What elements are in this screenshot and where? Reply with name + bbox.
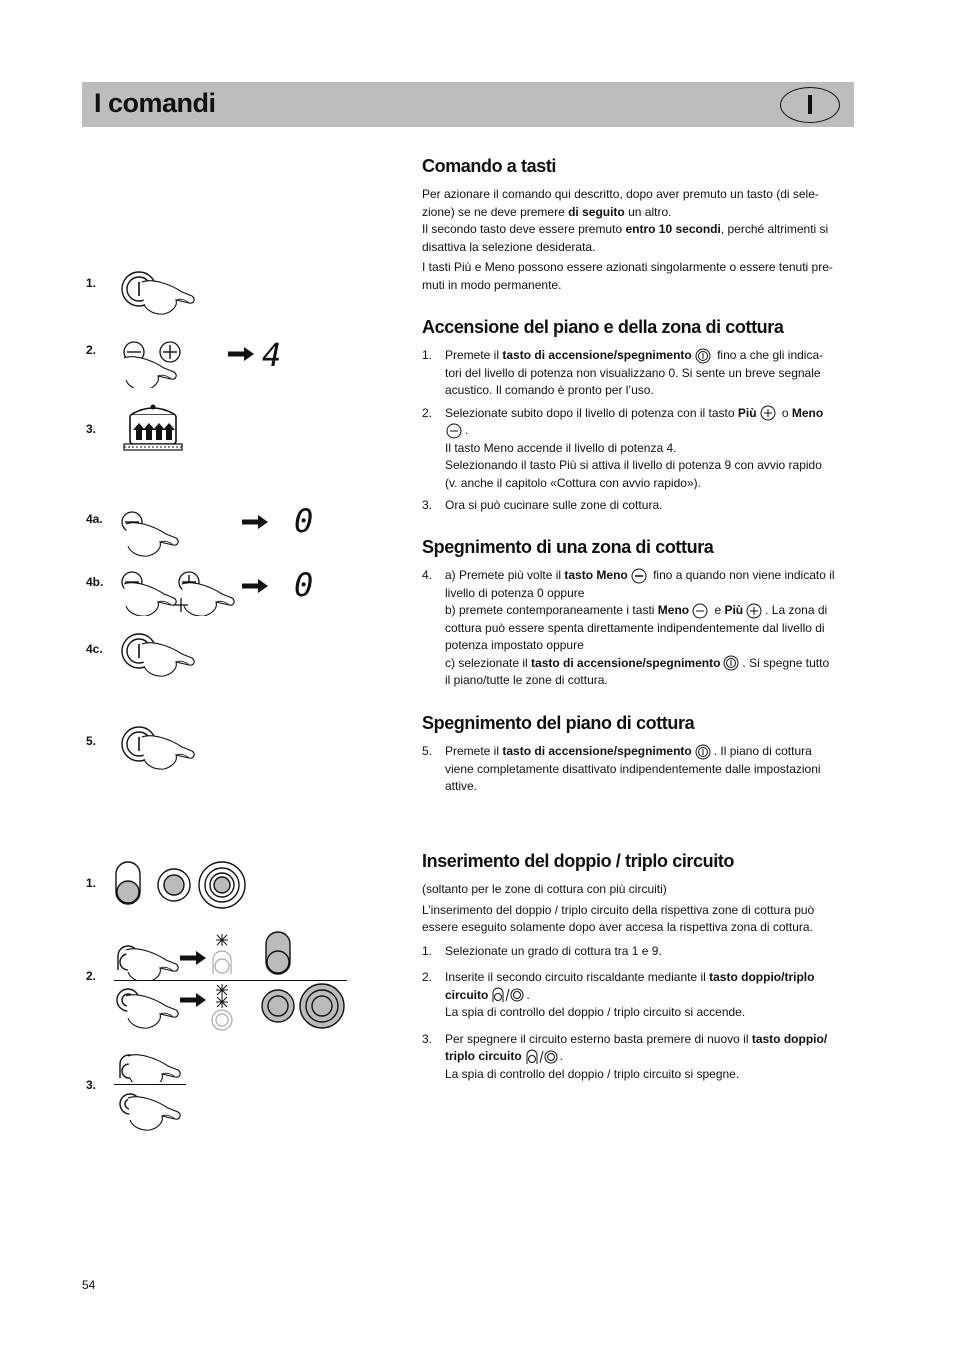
arrow-icon: [240, 576, 270, 596]
minus-press-icon: [112, 506, 192, 558]
text: fino a che gli indica-: [713, 348, 824, 362]
text: viene completamente disattivato indipendentemente dalle impostazioni: [445, 761, 821, 776]
section-title: Accensione del piano e della zona di cottura: [422, 317, 784, 337]
text: muti in modo permanente.: [422, 277, 562, 292]
text: il piano/tutte le zone di cottura.: [445, 673, 608, 687]
minus-plus-press-icon: [112, 336, 202, 388]
item-number: 1.: [422, 943, 433, 958]
bold-text: Più: [737, 405, 757, 420]
text: Inserite il secondo circuito riscaldante mediante il: [445, 970, 710, 984]
text: c) selezionate il: [445, 655, 532, 670]
bold-text: tasto doppio/triplo: [709, 970, 815, 984]
dual-triple-circuit-icon: [490, 987, 524, 1003]
text: Per spegnere il circuito esterno basta premere di nuovo il: [445, 1031, 752, 1046]
text: .: [559, 1049, 564, 1063]
text: . Si spegne tutto: [742, 655, 830, 670]
item-number: 1.: [422, 348, 433, 362]
text: .: [465, 423, 469, 437]
text: e: [711, 603, 725, 617]
page-title: I comandi: [94, 88, 216, 118]
section-title: Spegnimento di una zona di cottura: [422, 537, 714, 557]
text: tori del livello di potenza non visualizzano 0. Si sente un breve segnale: [445, 365, 821, 380]
list-item: [422, 567, 854, 690]
list-item: [422, 743, 854, 796]
step-label-4b: 4b.: [86, 575, 104, 589]
divider-line: [114, 1084, 186, 1085]
display-digit-0: 0: [294, 502, 314, 540]
arrow-icon: [240, 512, 270, 532]
section-spegnimento-piano: [422, 713, 854, 801]
onoff-icon: [694, 744, 712, 760]
onoff-icon: [722, 655, 740, 671]
text: L’inserimento del doppio / triplo circuito della rispettiva zone di cottura può: [422, 902, 815, 917]
bold-text: tasto di accensione/spegnimento: [531, 655, 721, 670]
step-label-4c: 4c.: [86, 642, 103, 656]
paragraph: (soltanto per le zone di cottura con più circuiti): [422, 882, 667, 896]
pot-cooking-icon: [120, 404, 186, 456]
text: Il tasto Meno accende il livello di potenza 4.: [445, 440, 677, 455]
dual-triple-circuit-icon: [524, 1049, 558, 1065]
onoff-icon: [694, 348, 712, 364]
steps-list: [422, 743, 854, 796]
minus-icon: [691, 603, 709, 619]
minus-and-plus-press-icon: [112, 568, 242, 616]
section-spegnimento-zona: [422, 537, 854, 695]
text: un altro.: [624, 204, 672, 219]
list-item: [422, 497, 854, 515]
steps-list: [422, 567, 854, 690]
item-number: 3.: [422, 498, 433, 512]
cooking-zone-types-icon: [112, 858, 252, 914]
list-item: [422, 405, 854, 493]
item-number: 2.: [422, 970, 433, 984]
step-label-5: 5.: [86, 734, 97, 748]
item-number: 4.: [422, 568, 433, 582]
bold-text: tasto di accensione/spegnimento: [502, 744, 692, 758]
plus-icon: [759, 405, 777, 421]
page-header: [82, 82, 854, 127]
page-number: 54: [82, 1278, 96, 1292]
text: Selezionate un grado di cottura tra 1 e 9.: [445, 943, 662, 958]
text: b) premete contemporaneamente i tasti: [445, 603, 658, 617]
text: essere eseguito solamente dopo aver accesa la rispettiva zona di cottura.: [422, 920, 813, 934]
text: Per azionare il comando qui descritto, dopo aver premuto un tasto (di sele-: [422, 187, 819, 201]
section-accensione: [422, 317, 854, 520]
text: acustico. Il comando è pronto per l’uso.: [445, 383, 654, 397]
text: Selezionate subito dopo il livello di potenza con il tasto: [445, 405, 738, 420]
step-label-2: 2.: [86, 343, 97, 357]
text: disattiva la selezione desiderata.: [422, 239, 596, 254]
text: Premete il: [445, 744, 503, 758]
triple-circuit-off-icon: [112, 1088, 192, 1134]
circuit-step-label-2: 2.: [86, 969, 97, 983]
text: La spia di controllo del doppio / triplo circuito si accende.: [445, 1005, 746, 1019]
text: attive.: [445, 779, 478, 793]
section-title: Comando a tasti: [422, 156, 557, 176]
text: livello di potenza 0 oppure: [445, 585, 585, 600]
triple-circuit-activation-icon: [112, 982, 348, 1034]
section-title: Inserimento del doppio / triplo circuito: [422, 851, 735, 871]
list-item: [422, 943, 854, 961]
steps-list: [422, 347, 854, 515]
bold-text: triplo circuito: [445, 1049, 522, 1063]
text: Il secondo tasto deve essere premuto: [422, 222, 626, 236]
text: fino a quando non viene indicato il: [649, 568, 835, 582]
bold-text: Meno: [657, 603, 690, 617]
dual-circuit-off-icon: [112, 1048, 192, 1082]
display-digit-0: 0: [294, 566, 314, 604]
text: cottura può essere spenta direttamente indipendentemente dal livello di: [445, 620, 825, 635]
display-digit-4: 4: [262, 336, 282, 374]
text: Premete il: [445, 348, 503, 362]
circuit-step-label-1: 1.: [86, 876, 97, 890]
text: .: [526, 987, 530, 1002]
bold-text: circuito: [445, 987, 489, 1002]
onoff-press-icon: [112, 625, 202, 691]
section-comando-a-tasti: [422, 156, 854, 297]
text: potenza impostato oppure: [445, 638, 584, 652]
text: Ora si può cucinare sulle zone di cottura.: [445, 498, 663, 512]
step-label-3: 3.: [86, 422, 97, 436]
divider-line: [114, 980, 347, 981]
paragraph: [422, 902, 854, 937]
circuit-step-label-3: 3.: [86, 1078, 97, 1092]
text: Selezionando il tasto Più si attiva il livello di potenza 9 con avvio rapido: [445, 458, 822, 472]
language-badge: I: [780, 87, 840, 123]
bold-text: di seguito: [568, 204, 625, 219]
section-title: Spegnimento del piano di cottura: [422, 713, 695, 733]
paragraph: [422, 259, 854, 294]
bold-text: Meno: [791, 405, 824, 420]
minus-icon: [445, 423, 463, 439]
bold-text: tasto Meno: [564, 568, 628, 582]
text: o: [778, 405, 792, 420]
bold-text: tasto doppio/: [751, 1031, 828, 1046]
bold-text: Più: [724, 603, 744, 617]
text: . La zona di: [765, 603, 828, 617]
list-item: [422, 347, 854, 400]
onoff-press-icon: [112, 718, 202, 784]
item-number: 3.: [422, 1031, 433, 1046]
step-label-1: 1.: [86, 276, 97, 290]
bold-text: entro 10 secondi: [625, 222, 721, 236]
step-label-4a: 4a.: [86, 512, 103, 526]
plus-icon: [745, 603, 763, 619]
paragraph: [422, 186, 854, 256]
section-doppio-triplo-circuito: [422, 851, 854, 1088]
minus-icon: [630, 568, 648, 584]
list-item: [422, 969, 854, 1022]
arrow-icon: [226, 344, 256, 364]
text: a) Premete più volte il: [445, 568, 565, 582]
text: (v. anche il capitolo «Cottura con avvio rapido»).: [445, 475, 701, 490]
bold-text: tasto di accensione/spegnimento: [502, 348, 692, 362]
item-number: 5.: [422, 744, 433, 758]
text: I tasti Più e Meno possono essere azionati singolarmente o essere tenuti pre-: [422, 260, 833, 274]
text: La spia di controllo del doppio / triplo circuito si spegne.: [445, 1066, 740, 1081]
onoff-press-icon: [112, 262, 202, 328]
dual-circuit-activation-icon: [112, 928, 348, 980]
steps-list: [422, 943, 854, 1084]
item-number: 2.: [422, 405, 433, 420]
text: , perché altrimenti si: [720, 222, 829, 236]
list-item: [422, 1031, 854, 1084]
text: zione) se ne deve premere: [422, 204, 569, 219]
text: . Il piano di cottura: [713, 744, 812, 758]
